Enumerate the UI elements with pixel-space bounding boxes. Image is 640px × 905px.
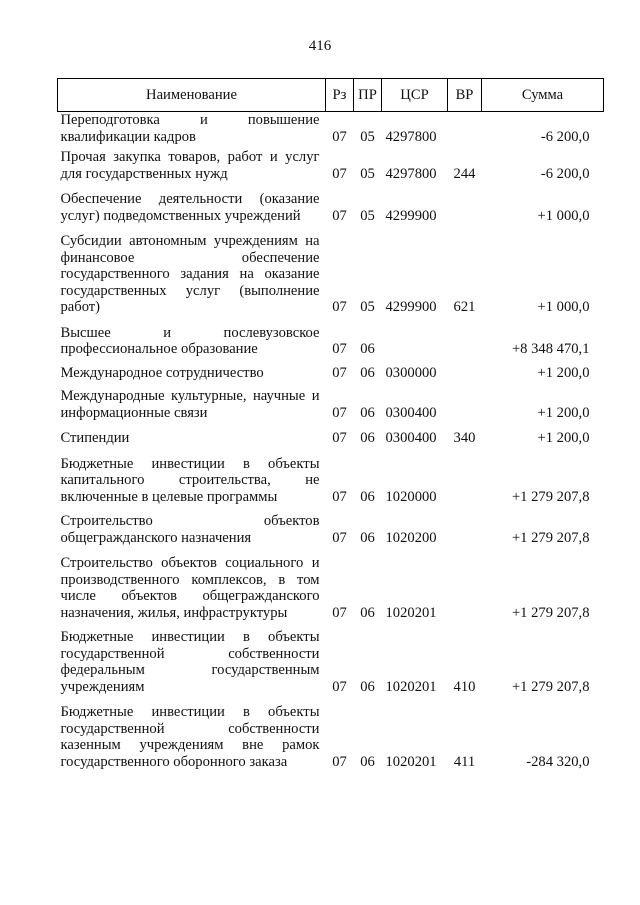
row-rz: 07 bbox=[332, 529, 347, 546]
row-csr: 4297800 bbox=[385, 165, 437, 182]
budget-table bbox=[57, 78, 604, 776]
row-pr: 06 bbox=[360, 678, 375, 695]
row-name: Переподготовка и повышение квалификации кадров bbox=[60, 112, 320, 145]
table-row bbox=[58, 233, 604, 325]
row-csr: 1020201 bbox=[385, 678, 437, 695]
row-pr: 06 bbox=[360, 364, 375, 381]
row-sum: +8 348 470,1 bbox=[511, 341, 590, 357]
header-csr: ЦСР bbox=[382, 79, 448, 112]
row-name: Стипендии bbox=[60, 430, 130, 446]
row-vr bbox=[448, 513, 482, 555]
table-row bbox=[58, 629, 604, 704]
row-vr bbox=[448, 555, 482, 629]
table-row bbox=[58, 430, 604, 456]
row-vr bbox=[448, 388, 482, 430]
row-name: Бюджетные инвестиции в объекты государственной собственности федеральным государственным учреждениям bbox=[60, 629, 320, 695]
table-row bbox=[58, 365, 604, 389]
table-row bbox=[58, 513, 604, 555]
table-row bbox=[58, 191, 604, 233]
header-sum: Сумма bbox=[482, 79, 604, 112]
row-csr: 1020200 bbox=[385, 529, 437, 546]
table-row bbox=[58, 456, 604, 514]
row-csr: 1020201 bbox=[385, 753, 437, 770]
row-csr: 0300400 bbox=[385, 430, 437, 446]
row-csr bbox=[382, 325, 448, 365]
row-pr: 06 bbox=[360, 529, 375, 546]
row-vr bbox=[448, 191, 482, 233]
row-rz: 07 bbox=[332, 404, 347, 421]
row-vr bbox=[448, 325, 482, 365]
row-sum: -284 320,0 bbox=[526, 753, 590, 770]
row-vr: 621 bbox=[453, 299, 476, 315]
row-sum: +1 200,0 bbox=[537, 404, 590, 421]
row-name: Международное сотрудничество bbox=[60, 364, 264, 381]
row-sum: +1 200,0 bbox=[537, 430, 590, 446]
table-row bbox=[58, 555, 604, 629]
row-name: Обеспечение деятельности (оказание услуг) подведомственных учреждений bbox=[60, 191, 320, 224]
row-sum: -6 200,0 bbox=[540, 128, 590, 145]
row-vr: 411 bbox=[453, 753, 476, 770]
row-rz: 07 bbox=[332, 341, 347, 357]
header-pr: ПР bbox=[354, 79, 382, 112]
row-sum: +1 200,0 bbox=[537, 364, 590, 381]
row-pr: 05 bbox=[360, 128, 375, 145]
row-vr: 244 bbox=[453, 165, 476, 182]
row-name: Бюджетные инвестиции в объекты капитального строительства, не включенные в целевые программы bbox=[60, 455, 320, 505]
row-csr: 4299900 bbox=[385, 299, 437, 315]
row-name: Высшее и послевузовское профессиональное образование bbox=[60, 324, 320, 357]
table-row bbox=[58, 704, 604, 776]
row-pr: 06 bbox=[360, 404, 375, 421]
row-rz: 07 bbox=[332, 430, 347, 446]
row-pr: 05 bbox=[360, 207, 375, 224]
table-row bbox=[58, 149, 604, 191]
row-pr: 05 bbox=[360, 299, 375, 315]
row-pr: 06 bbox=[360, 488, 375, 505]
table-row bbox=[58, 388, 604, 430]
row-sum: +1 279 207,8 bbox=[511, 529, 590, 546]
row-sum: +1 279 207,8 bbox=[511, 488, 590, 505]
row-rz: 07 bbox=[332, 128, 347, 145]
row-sum: +1 279 207,8 bbox=[511, 678, 590, 695]
row-pr: 05 bbox=[360, 165, 375, 182]
row-csr: 0300000 bbox=[385, 364, 437, 381]
row-pr: 06 bbox=[360, 753, 375, 770]
row-rz: 07 bbox=[332, 299, 347, 315]
row-sum: +1 000,0 bbox=[537, 207, 590, 224]
row-pr: 06 bbox=[360, 430, 375, 446]
row-name: Строительство объектов социального и производственного комплексов, в том числе объектов общегражданского назначения, жилья, инфраструктуры bbox=[60, 555, 320, 621]
row-name: Субсидии автономным учреждениям на финансовое обеспечение государственного задания на оказание государственных услуг (выполнение работ) bbox=[60, 233, 320, 315]
row-sum: +1 000,0 bbox=[537, 299, 590, 315]
row-vr bbox=[448, 365, 482, 389]
row-name: Бюджетные инвестиции в объекты государственной собственности казенным учреждениям вне рамок государственного оборонного заказа bbox=[60, 704, 320, 770]
table-row bbox=[58, 325, 604, 365]
row-rz: 07 bbox=[332, 488, 347, 505]
table-header-row bbox=[58, 79, 604, 112]
header-rz: Рз bbox=[326, 79, 354, 112]
row-vr: 410 bbox=[453, 678, 476, 695]
row-sum: +1 279 207,8 bbox=[511, 604, 590, 621]
row-sum: -6 200,0 bbox=[540, 165, 590, 182]
row-rz: 07 bbox=[332, 753, 347, 770]
row-csr: 0300400 bbox=[385, 404, 437, 421]
row-vr: 340 bbox=[453, 430, 476, 446]
row-vr bbox=[448, 112, 482, 150]
row-pr: 06 bbox=[360, 341, 375, 357]
row-vr bbox=[448, 456, 482, 514]
row-rz: 07 bbox=[332, 678, 347, 695]
row-rz: 07 bbox=[332, 207, 347, 224]
row-csr: 4299900 bbox=[385, 207, 437, 224]
row-name: Строительство объектов общегражданского назначения bbox=[60, 513, 320, 546]
page-number: 416 bbox=[308, 38, 332, 54]
row-rz: 07 bbox=[332, 364, 347, 381]
row-pr: 06 bbox=[360, 604, 375, 621]
row-csr: 1020000 bbox=[385, 488, 437, 505]
row-name: Международные культурные, научные и информационные связи bbox=[60, 388, 320, 421]
row-csr: 4297800 bbox=[385, 128, 437, 145]
header-vr: ВР bbox=[448, 79, 482, 112]
row-rz: 07 bbox=[332, 165, 347, 182]
header-name: Наименование bbox=[58, 79, 326, 112]
row-name: Прочая закупка товаров, работ и услуг для государственных нужд bbox=[60, 149, 320, 182]
table-row bbox=[58, 112, 604, 150]
row-rz: 07 bbox=[332, 604, 347, 621]
row-csr: 1020201 bbox=[385, 604, 437, 621]
